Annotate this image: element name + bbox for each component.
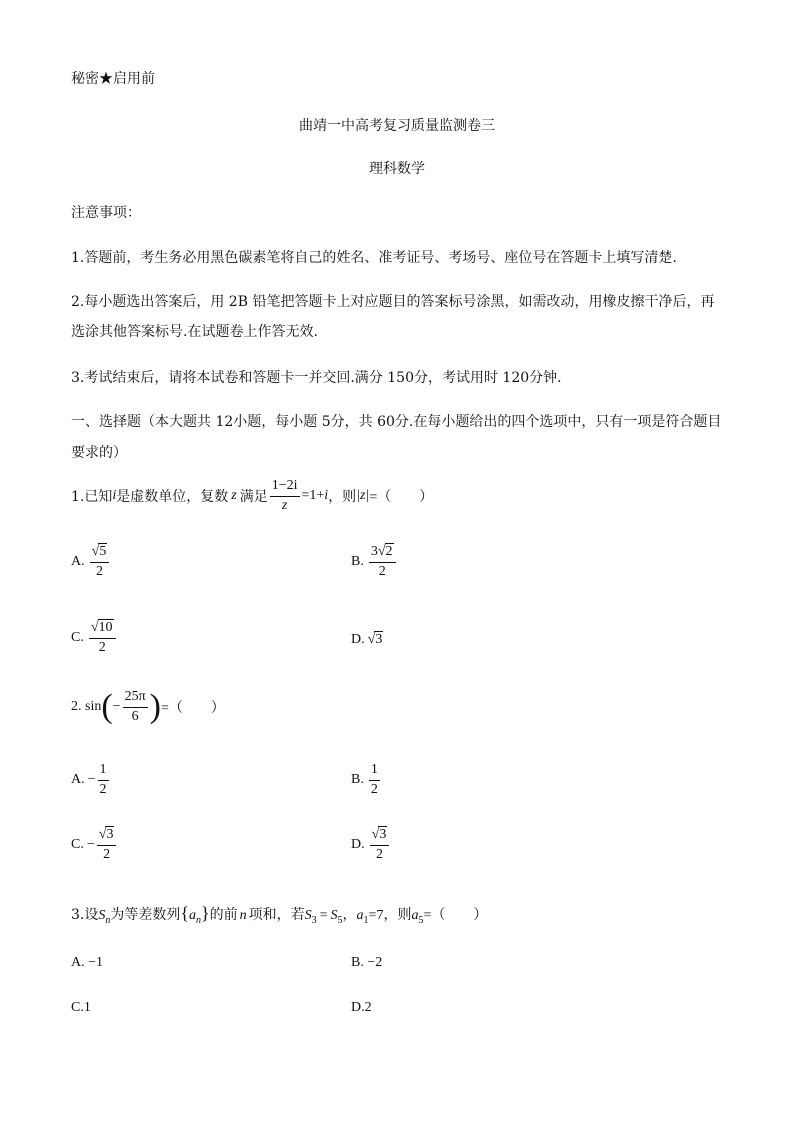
note-3: 3.考试结束后，请将本试卷和答题卡一并交回.满分 150分，考试用时 120分钟. bbox=[71, 370, 562, 386]
q3-option-b[interactable]: B. −2 bbox=[351, 955, 383, 970]
q1-option-c[interactable]: C. $\frac{√10}{2}$ bbox=[71, 621, 118, 655]
question-3-stem: 3.设$S_n$为等差数列$\{a_n\}$的前 n 项和，若$S_3 = S_5$，$a_1=7$，则$a_5=$（ ） bbox=[71, 903, 488, 926]
q3-option-d[interactable]: D.2 bbox=[351, 1000, 372, 1015]
exam-subject: 理科数学 bbox=[369, 161, 425, 177]
note-2-line-1: 2.每小题选出答案后，用 2B 铅笔把答题卡上对应题目的答案标号涂黑，如需改动，用橡皮擦干净后，再 bbox=[71, 294, 715, 310]
section-heading-line-1: 一、选择题（本大题共 12小题，每小题 5分，共 60分.在每小题给出的四个选项中，只有一项是符合题目 bbox=[71, 414, 722, 430]
q2-option-a[interactable]: A. − $\frac{1}{2}$ bbox=[71, 762, 107, 797]
question-1-stem: 1.已知 i 是虚数单位，复数 z 满足 $\frac{1-2i}{z}$ =1+ i ，则 |z| =（ ） bbox=[71, 478, 434, 513]
note-1: 1.答题前，考生务必用黑色碳素笔将自己的姓名、准考证号、考场号、座位号在答题卡上填写清楚. bbox=[71, 250, 677, 266]
q1-option-b[interactable]: B. $\frac{3√2}{2}$ bbox=[351, 545, 398, 579]
q1-fraction: $\frac{1-2i}{z}$ bbox=[271, 478, 298, 513]
note-2-line-2: 选涂其他答案标号.在试题卷上作答无效. bbox=[71, 324, 318, 340]
q2-option-d[interactable]: D. $\frac{√3}{2}$ bbox=[351, 828, 391, 862]
q1-option-a[interactable]: A. $\frac{√5}{2}$ bbox=[71, 545, 111, 579]
section-heading-line-2: 要求的） bbox=[71, 445, 127, 461]
exam-title: 曲靖一中高考复习质量监测卷三 bbox=[299, 118, 495, 134]
q3-option-a[interactable]: A. −1 bbox=[71, 955, 104, 970]
notes-heading: 注意事项： bbox=[71, 205, 141, 221]
q2-option-c[interactable]: C. − $\frac{√3}{2}$ bbox=[71, 828, 118, 862]
q3-option-c[interactable]: C.1 bbox=[71, 1000, 91, 1015]
question-2-stem: 2. sin ( − $\frac{25\pi}{6}$ ) =（ ） bbox=[71, 688, 225, 726]
q2-option-b[interactable]: B. $\frac{1}{2}$ bbox=[351, 762, 378, 797]
q1-option-d[interactable]: D. √3 bbox=[351, 632, 383, 647]
confidential-mark: 秘密★启用前 bbox=[71, 71, 155, 87]
